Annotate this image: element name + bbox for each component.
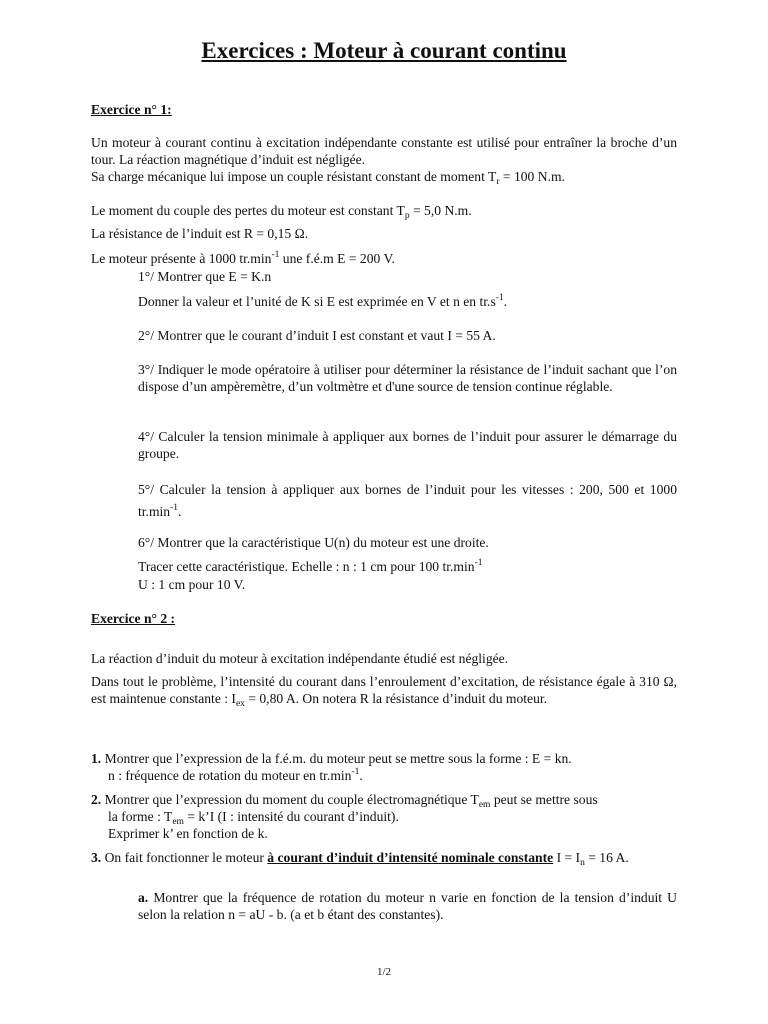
ex1-q6-line2	[138, 558, 483, 575]
ex1-q6-text: Tracer cette caractéristique. Echelle : n : 1 cm pour 100 tr.min	[138, 559, 475, 574]
page-number: 1/2	[376, 966, 392, 978]
ex2-item2-form-end: = k’I (I : intensité du courant d’induit).	[183, 809, 399, 824]
ex1-q1-line1: 1°/ Montrer que E = K.n	[138, 269, 272, 284]
ex2-item2-number: 2.	[91, 792, 102, 807]
ex1-q5-end: .	[178, 504, 182, 519]
ex1-q2: 2°/ Montrer que le courant d’induit I est constant et vaut I = 55 A.	[138, 328, 496, 343]
ex2-item3-sub: n	[580, 858, 585, 868]
ex2-item3-current: I = I	[553, 850, 581, 865]
ex1-vitesse-text: Le moteur présente à 1000 tr.min	[91, 251, 272, 266]
ex2-item2-line1	[91, 791, 598, 808]
ex2-item1-end: .	[359, 768, 363, 783]
ex2-item2-line2	[108, 808, 399, 825]
ex1-charge-value: = 100 N.m.	[499, 169, 565, 184]
ex2-item3-value: = 16 A.	[584, 850, 629, 865]
ex2-item2-form: la forme : T	[108, 809, 173, 824]
ex1-pertes-value: = 5,0 N.m.	[409, 203, 472, 218]
ex2-item2-line3: Exprimer k’ en fonction de k.	[108, 826, 268, 841]
ex2-item1-def: n : fréquence de rotation du moteur en tr.min	[108, 768, 352, 783]
ex2-item2-form-sub: em	[172, 817, 184, 827]
ex1-q6-sup: -1	[474, 558, 483, 568]
ex1-resistance: La résistance de l’induit est R = 0,15 Ω.	[91, 226, 309, 241]
exercise-1-heading: Exercice n° 1:	[91, 102, 172, 117]
ex2-item3-number: 3.	[91, 850, 102, 865]
ex2-item1-text: Montrer que l’expression de la f.é.m. du moteur peut se mettre sous la forme : E = kn.	[101, 751, 572, 766]
ex1-pertes-sub: p	[404, 211, 410, 221]
ex2-item2-text: Montrer que l’expression du moment du couple électromagnétique T	[101, 792, 479, 807]
ex1-q6-line3: U : 1 cm pour 10 V.	[138, 577, 246, 592]
ex2-item3-emphasis: à courant d’induit d’intensité nominale constante	[267, 850, 554, 865]
ex1-vitesse-end: une f.é.m E = 200 V.	[279, 251, 395, 266]
ex1-pertes	[91, 202, 472, 219]
ex1-vitesse	[91, 250, 395, 267]
page-title: Exercices : Moteur à courant continu	[201, 38, 567, 63]
ex2-item1-line2	[108, 767, 363, 784]
ex1-q3: 3°/ Indiquer le mode opératoire à utiliser pour déterminer la résistance de l’induit sachant que l’on dispose d’un ampèremètre, d’un voltmètre et d'une source de tension continue réglable.	[138, 362, 677, 394]
ex1-q1-sup: -1	[495, 293, 504, 303]
ex2-item3a-text: Montrer que la fréquence de rotation du moteur n varie en fonction de la tension d’induit U selon la relation n = aU - b. (a et b étant des constantes).	[138, 890, 677, 922]
ex1-vitesse-sup: -1	[271, 250, 280, 260]
ex1-charge-text: Sa charge mécanique lui impose un couple résistant constant de moment T	[91, 169, 497, 184]
ex1-charge-sub: r	[496, 177, 500, 187]
ex2-item2-cont: peut se mettre sous	[490, 792, 598, 807]
ex2-p2-text: Dans tout le problème, l’intensité du courant dans l’enroulement d’excitation, de résistance égale à 310 Ω, est maintenue constante : I	[91, 674, 677, 706]
ex2-p2	[91, 673, 677, 707]
exercise-2-heading: Exercice n° 2 :	[91, 611, 176, 626]
ex2-p2-sub: ex	[235, 699, 245, 709]
ex1-q5-sup: -1	[170, 503, 179, 513]
ex2-item3	[91, 849, 677, 866]
ex2-p2-end: = 0,80 A. On notera R la résistance d’induit du moteur.	[244, 691, 548, 706]
ex2-item3a-letter: a.	[138, 890, 149, 905]
ex1-q1-end: .	[503, 294, 508, 309]
ex1-intro	[91, 134, 677, 185]
ex2-item1-sup: -1	[351, 767, 360, 777]
ex2-item1-number: 1.	[91, 751, 102, 766]
ex1-intro-text: Un moteur à courant continu à excitation indépendante constante est utilisé pour entraîner la broche d’un tour. La réaction magnétique d’induit est négligée.	[91, 135, 677, 167]
ex1-pertes-text: Le moment du couple des pertes du moteur est constant T	[91, 203, 405, 218]
ex1-q1-line2	[138, 293, 507, 310]
ex2-item2-sub: em	[478, 800, 491, 810]
ex1-q1-text: Donner la valeur et l’unité de K si E est exprimée en V et n en tr.s	[138, 294, 496, 309]
ex2-item3-text: On fait fonctionner le moteur	[101, 850, 268, 865]
ex2-item1-line1	[91, 750, 572, 767]
ex1-q4: 4°/ Calculer la tension minimale à appliquer aux bornes de l’induit pour assurer le démarrage du groupe.	[138, 429, 677, 461]
ex2-p1: La réaction d’induit du moteur à excitation indépendante étudié est négligée.	[91, 651, 509, 666]
ex1-q5	[138, 479, 677, 523]
ex2-item3a	[138, 889, 677, 923]
ex1-q5-text: 5°/ Calculer la tension à appliquer aux bornes de l’induit pour les vitesses : 200, 500 et 1000 tr.min	[138, 482, 677, 519]
ex1-q6-line1: 6°/ Montrer que la caractéristique U(n) du moteur est une droite.	[138, 535, 489, 550]
